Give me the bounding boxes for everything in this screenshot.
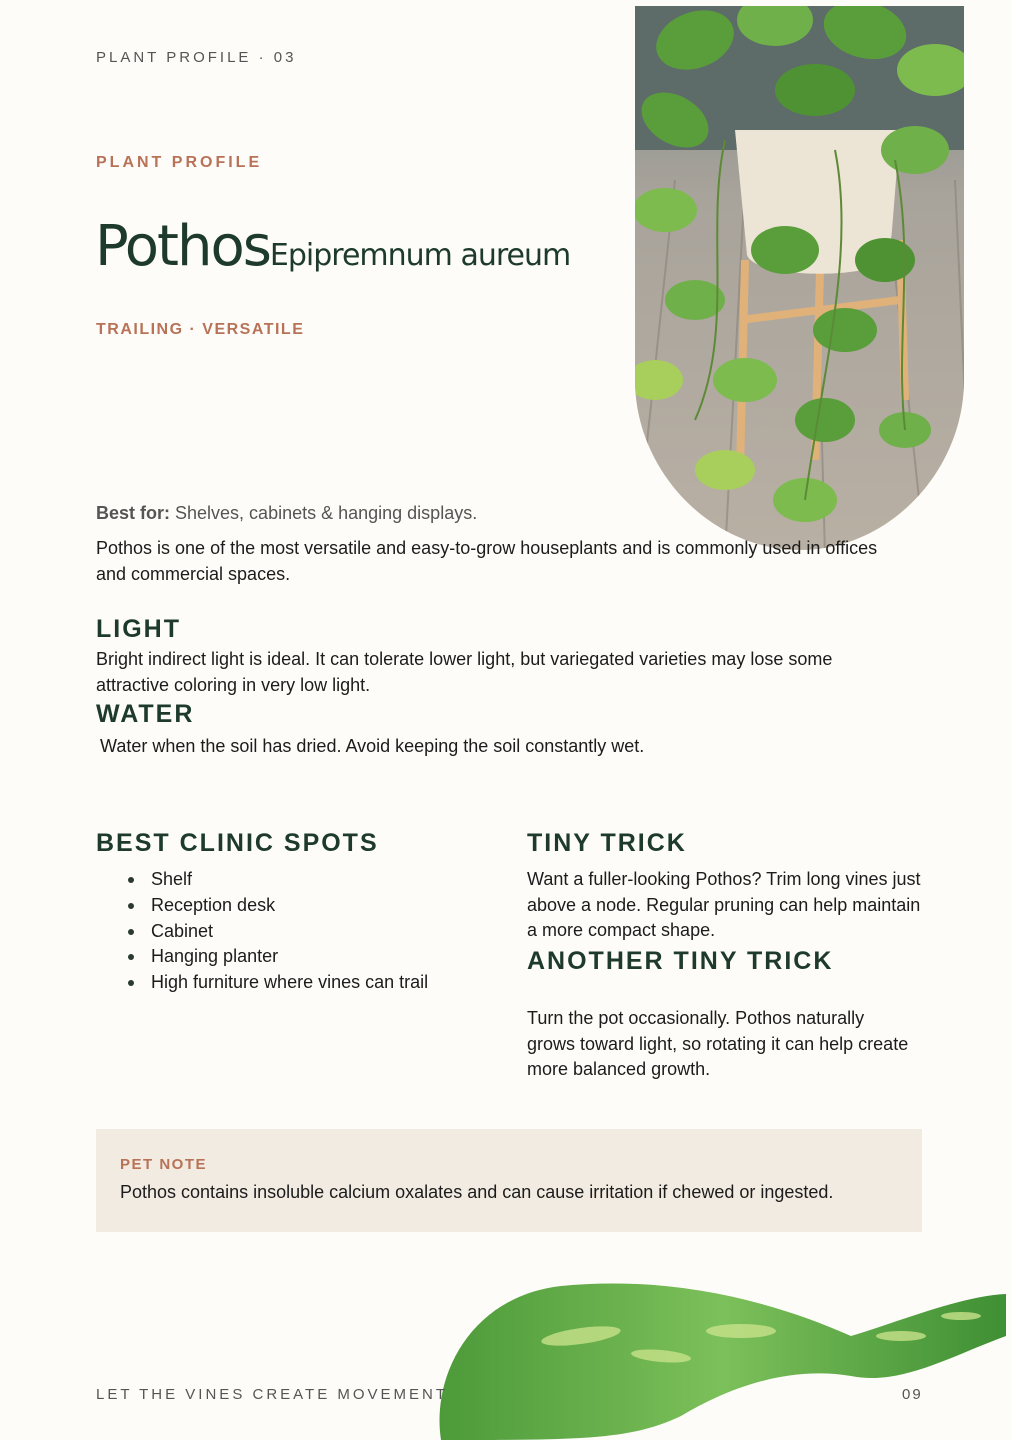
light-text: Bright indirect light is ideal. It can tolerate lower light, but variegated varieties may lose some attractive coloring in very low light.: [96, 649, 833, 695]
intro-description: Pothos is one of the most versatile and easy-to-grow houseplants and is commonly used in offices and commercial spaces.: [96, 538, 878, 584]
best-for: [96, 501, 477, 527]
tiny-trick-heading: TINY TRICK: [527, 829, 687, 857]
another-trick-text: Turn the pot occasionally. Pothos naturally grows toward light, so rotating it can help create more balanced growth.: [527, 1008, 909, 1079]
spots-heading: BEST CLINIC SPOTS: [96, 829, 379, 857]
list-item: Reception desk: [96, 893, 428, 919]
plant-profile-label: PLANT PROFILE: [96, 154, 263, 171]
water-heading: WATER: [96, 700, 195, 728]
best-for-label: Best for:: [96, 503, 171, 523]
plant-title: [95, 214, 570, 279]
bullet-icon: [128, 980, 134, 986]
list-item: Hanging planter: [96, 944, 428, 970]
list-item: Shelf: [96, 867, 428, 893]
water-text: Water when the soil has dried. Avoid keeping the soil constantly wet.: [100, 736, 645, 756]
bullet-icon: [128, 877, 134, 883]
pet-note-box: [96, 1129, 922, 1232]
plant-tags: TRAILING · VERSATILE: [96, 321, 305, 338]
list-item: High furniture where vines can trail: [96, 970, 428, 996]
common-name: Pothos: [95, 214, 270, 279]
spots-list: [96, 867, 428, 996]
leaf-illustration: [431, 1276, 1006, 1440]
pothos-plant-photo: [635, 6, 965, 555]
page-kicker: PLANT PROFILE · 03: [96, 49, 297, 66]
light-heading: LIGHT: [96, 615, 181, 643]
pet-note-title: PET NOTE: [120, 1156, 208, 1173]
pet-note-text: Pothos contains insoluble calcium oxalates and can cause irritation if chewed or ingested.: [120, 1182, 834, 1202]
footer-tagline: LET THE VINES CREATE MOVEMENT: [96, 1386, 449, 1403]
another-trick-heading: ANOTHER TINY TRICK: [527, 947, 834, 975]
page: [6, 6, 1006, 1440]
bullet-icon: [128, 903, 134, 909]
best-for-value: Shelves, cabinets & hanging displays.: [170, 503, 478, 523]
page-number: 09: [902, 1386, 923, 1403]
scientific-name: Epipremnum aureum: [269, 238, 571, 273]
bullet-icon: [128, 929, 134, 935]
tiny-trick-text: Want a fuller-looking Pothos? Trim long vines just above a node. Regular pruning can help maintain a more compact shape.: [527, 869, 921, 940]
list-item: Cabinet: [96, 919, 428, 945]
bullet-icon: [128, 954, 134, 960]
